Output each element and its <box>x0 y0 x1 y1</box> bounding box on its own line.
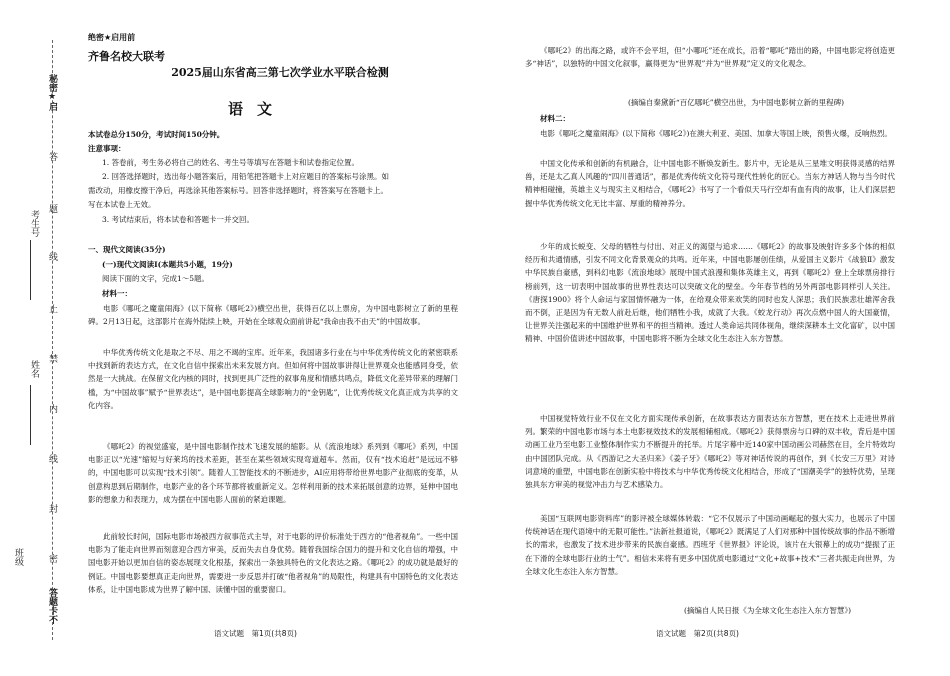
source-two: (摘编自人民日报《为全球文化生态注入东方智慧》) <box>684 606 852 615</box>
note-2: 2. 回答选择题时，选出每小题答案后，用铅笔把答题卡上对应题目的答案标号涂黑。如 <box>102 172 390 181</box>
organization-title: 齐鲁名校大联考 <box>88 50 165 63</box>
seal-char: 封 <box>47 504 57 513</box>
confidential-mark: 绝密★启用前 <box>88 33 136 42</box>
class-label: 班级 <box>13 548 23 566</box>
material-two-label: 材料二： <box>540 114 570 123</box>
material-two-para: 少年的成长蜕变、父母的牺牲与付出、对正义的渴望与追求……《哪吒2》的故事及映射许多多个体的相似经历和共通情感，引发不同文化背景观众的共鸣。近年来，中国电影屡创佳绩，从爱国主义影片《战狼Ⅱ》激发中华民族自豪感，到科幻电影《流浪地球》展现中国式浪漫和集体英雄主义，再到《哪吒2》登上全球票房排行榜前列，这一切表明中国故事的世界性表达可以突破文化的壁垒。今年春节档的另外两部电影同样引人关注。《唐探1900》将个人命运与家国情怀融为一体，在给观众带来欢笑的同时也发人深思；我们民族悲壮雄浑舍我而不倒，正是因为有无数人前赴后继，他们牺牲小我，成就了大我。《蛟龙行动》再次点燃中国人的大国豪情，让世界关注强起来的中国维护世界和平的担当精神。透过人类命运共同体视角，继续深耕本土文化富矿，以中国精神、中国价值讲述中国故事，中国电影将不断为全球文化生态注入东方智慧。 <box>525 242 895 344</box>
seal-char: 止 <box>47 304 57 313</box>
note-3: 3. 考试结束后，将本试卷和答题卡一并交回。 <box>102 215 255 224</box>
note-2-cont: 需改动，用橡皮擦干净后，再选涂其他答案标号。回答非选择题时，将答案写在答题卡上。 <box>88 186 388 195</box>
page-footer-left: 语文试题 第1页(共8页) <box>214 629 297 638</box>
note-1: 1. 答卷前，考生务必将自己的姓名、考生号等填写在答题卡和试卷指定位置。 <box>102 158 360 167</box>
seal-line <box>52 40 53 640</box>
material-two-para: 中国视觉特效行业不仅在文化方面实现传承创新，在故事表达方面表达东方智慧，更在技术上走进世界前列。繁荣的中国电影市场与本土电影视效技术的发展相辅相成。《哪吒2》获得票房与口碑的双丰收，背后是中国动画工业乃至电影工业整体制作实力不断提升的托举。片尾字幕中近140家中国动画公司赫然在目，全片特效均由中国团队完成。从《西游记之大圣归来》《姜子牙》《哪吒2》等对神话传说的再创作，到《长安三万里》对诗词意境的重塑，中国电影在创新实验中将技术与中华优秀传统文化相结合，形成了“国潮美学”的独特优势，呈现独具东方审美的视觉冲击力与艺术感染力。 <box>525 414 895 490</box>
name-field[interactable] <box>30 385 31 445</box>
note-2-end: 写在本试卷上无效。 <box>88 200 156 209</box>
candidate-number-field[interactable] <box>30 240 31 300</box>
material-one-para: 中华优秀传统文化是取之不尽、用之不竭的宝库。近年来，我国诸多行业在与中华优秀传统文化的紧密联系中找到新的表达方式，在文化自信中探索出未来发展方向。但如何将中国故事讲得让世界观众也能感同身受，依然是一大挑战。在保留文化内核的同时，找到更具广泛性的叙事角度和情感共鸣点，降低文化差异带来的理解门槛，为“中国故事”赋予“世界表达”，是中国电影提高全球影响力的“金钥匙”，让优秀传统文化真正成为共享的文化内容。 <box>88 348 458 410</box>
material-one-label: 材料一： <box>102 289 132 298</box>
page-footer-right: 语文试题 第2页(共8页) <box>656 629 739 638</box>
seal-char: 禁 <box>47 354 57 363</box>
material-two-para: 电影《哪吒之魔童闹海》(以下简称《哪吒2》)在澳大利亚、美国、加拿大等国上映，预售火爆，反响热烈。 <box>540 129 892 138</box>
binding-margin <box>6 40 60 640</box>
reading-instruction: 阅读下面的文字，完成1～5题。 <box>102 274 210 283</box>
name-label: 姓名 <box>29 360 39 378</box>
material-one-para: 此前较长时间，国际电影市场被西方叙事范式主导，对于电影的评价标准处于西方的“他者视角”。一些中国电影为了能走向世界而刻意迎合西方审美，反而失去自身优势。随着我国综合国力的提升和文化自信的增强，中国电影开始以更加自信的姿态展现文化根基，探索出一条独具特色的文化表达之路。《哪吒2》的成功就是最好的例证。中国电影要想真正走向世界，需要进一步反思并打破“他者视角”的局限性，构建具有中国特色的文化表达体系，让中国电影成为世界了解中国、读懂中国的重要窗口。 <box>88 532 458 594</box>
notes-title: 注意事项： <box>88 144 126 153</box>
source-one: (摘编自秦黛新“百亿哪吒”横空出世，为中国电影树立新的里程碑) <box>628 98 845 107</box>
binding-bottom-mark: 答题卡不 <box>47 588 57 624</box>
material-two-para: 中国文化传承和创新的有机融合，让中国电影不断焕发新生。影片中，无论是从三星堆文明获得灵感的结界兽，还是太乙真人风趣的“四川普通话”，都是优秀传统文化符号现代性转化的匠心。当东方神话人物与当今时代精神相碰撞，英雄主义与现实主义相结合，《哪吒2》书写了一个看似天马行空却有血有肉的故事，让人们深层把握中华优秀传统文化无比丰富、厚重的精神养分。 <box>525 159 895 208</box>
seal-char: 线 <box>47 252 57 261</box>
seal-char: 答 <box>47 152 57 161</box>
candidate-number-label: 考生号 <box>29 210 39 237</box>
seal-char: 密 <box>47 554 57 563</box>
material-one-para: 《哪吒2》的出海之路，或许不会平坦，但“小哪吒”还在成长，沿着“哪吒”踏出的路，中国电影定将创造更多“神话”，以独特的中国文化叙事，赢得更为“世界观”并为“世界观”定义的文化观念。 <box>525 46 895 69</box>
binding-top-mark: 秘密★启 <box>47 74 57 111</box>
seal-char: 内 <box>47 404 57 413</box>
seal-char: 线 <box>47 454 57 463</box>
subsection-title: (一)现代文阅读Ⅰ(本题共5小题，19分) <box>102 260 233 269</box>
material-one-para: 电影《哪吒之魔童闹海》(以下简称《哪吒2》)横空出世，获得百亿以上票房，为中国电影树立了新的里程碑。2月13日起，这部影片在海外陆续上映，开始在全球观众面前讲起“我命由我不由天”的中国故事。 <box>88 304 458 327</box>
exam-title: 2025届山东省高三第七次学业水平联合检测 <box>171 66 389 79</box>
material-two-para: 美国“互联网电影资料库”的影评被全球媒体转载：“它不仅展示了中国动画崛起的强大实力，也展示了中国传统神话在现代语境中的无限可能性。”法新社报道说，《哪吒2》既满足了人们对那种中国传统故事的作品不断增长的需求，也激发了技术进步带来的民族自豪感。西班牙《世界报》评论说，该片在大银幕上的成功“提振了正在下滑的全球电影行业的士气”。相信未来将有更多中国优质电影通过“文化+故事+技术”三者共振走向世界，为全球文化生态注入东方智慧。 <box>525 514 895 576</box>
seal-char: 题 <box>47 204 57 213</box>
subject-title: 语文 <box>228 100 287 118</box>
section-title: 一、现代文阅读(35分) <box>88 245 166 254</box>
material-one-para: 《哪吒2》的视觉盛宴，是中国电影制作技术飞速发展的缩影。从《流浪地球》系列到《哪吒》系列，中国电影正以“光速”缩短与好莱坞的技术差距，甚至在某些领域实现弯道超车。然而，仅有“技术追赶”是远远不够的，中国电影可以实现“技术引领”。随着人工智能技术的不断进步，AI应用将带给世界电影产业彻底的变革，从创意构思到后期制作，电影产业的各个环节都将被重新定义。怎样利用新的技术来拓展创意的边界，延伸中国电影的想象力和表现力，成为摆在中国电影人面前的紧迫课题。 <box>88 442 458 504</box>
score-info: 本试卷总分150分，考试时间150分钟。 <box>88 130 225 139</box>
